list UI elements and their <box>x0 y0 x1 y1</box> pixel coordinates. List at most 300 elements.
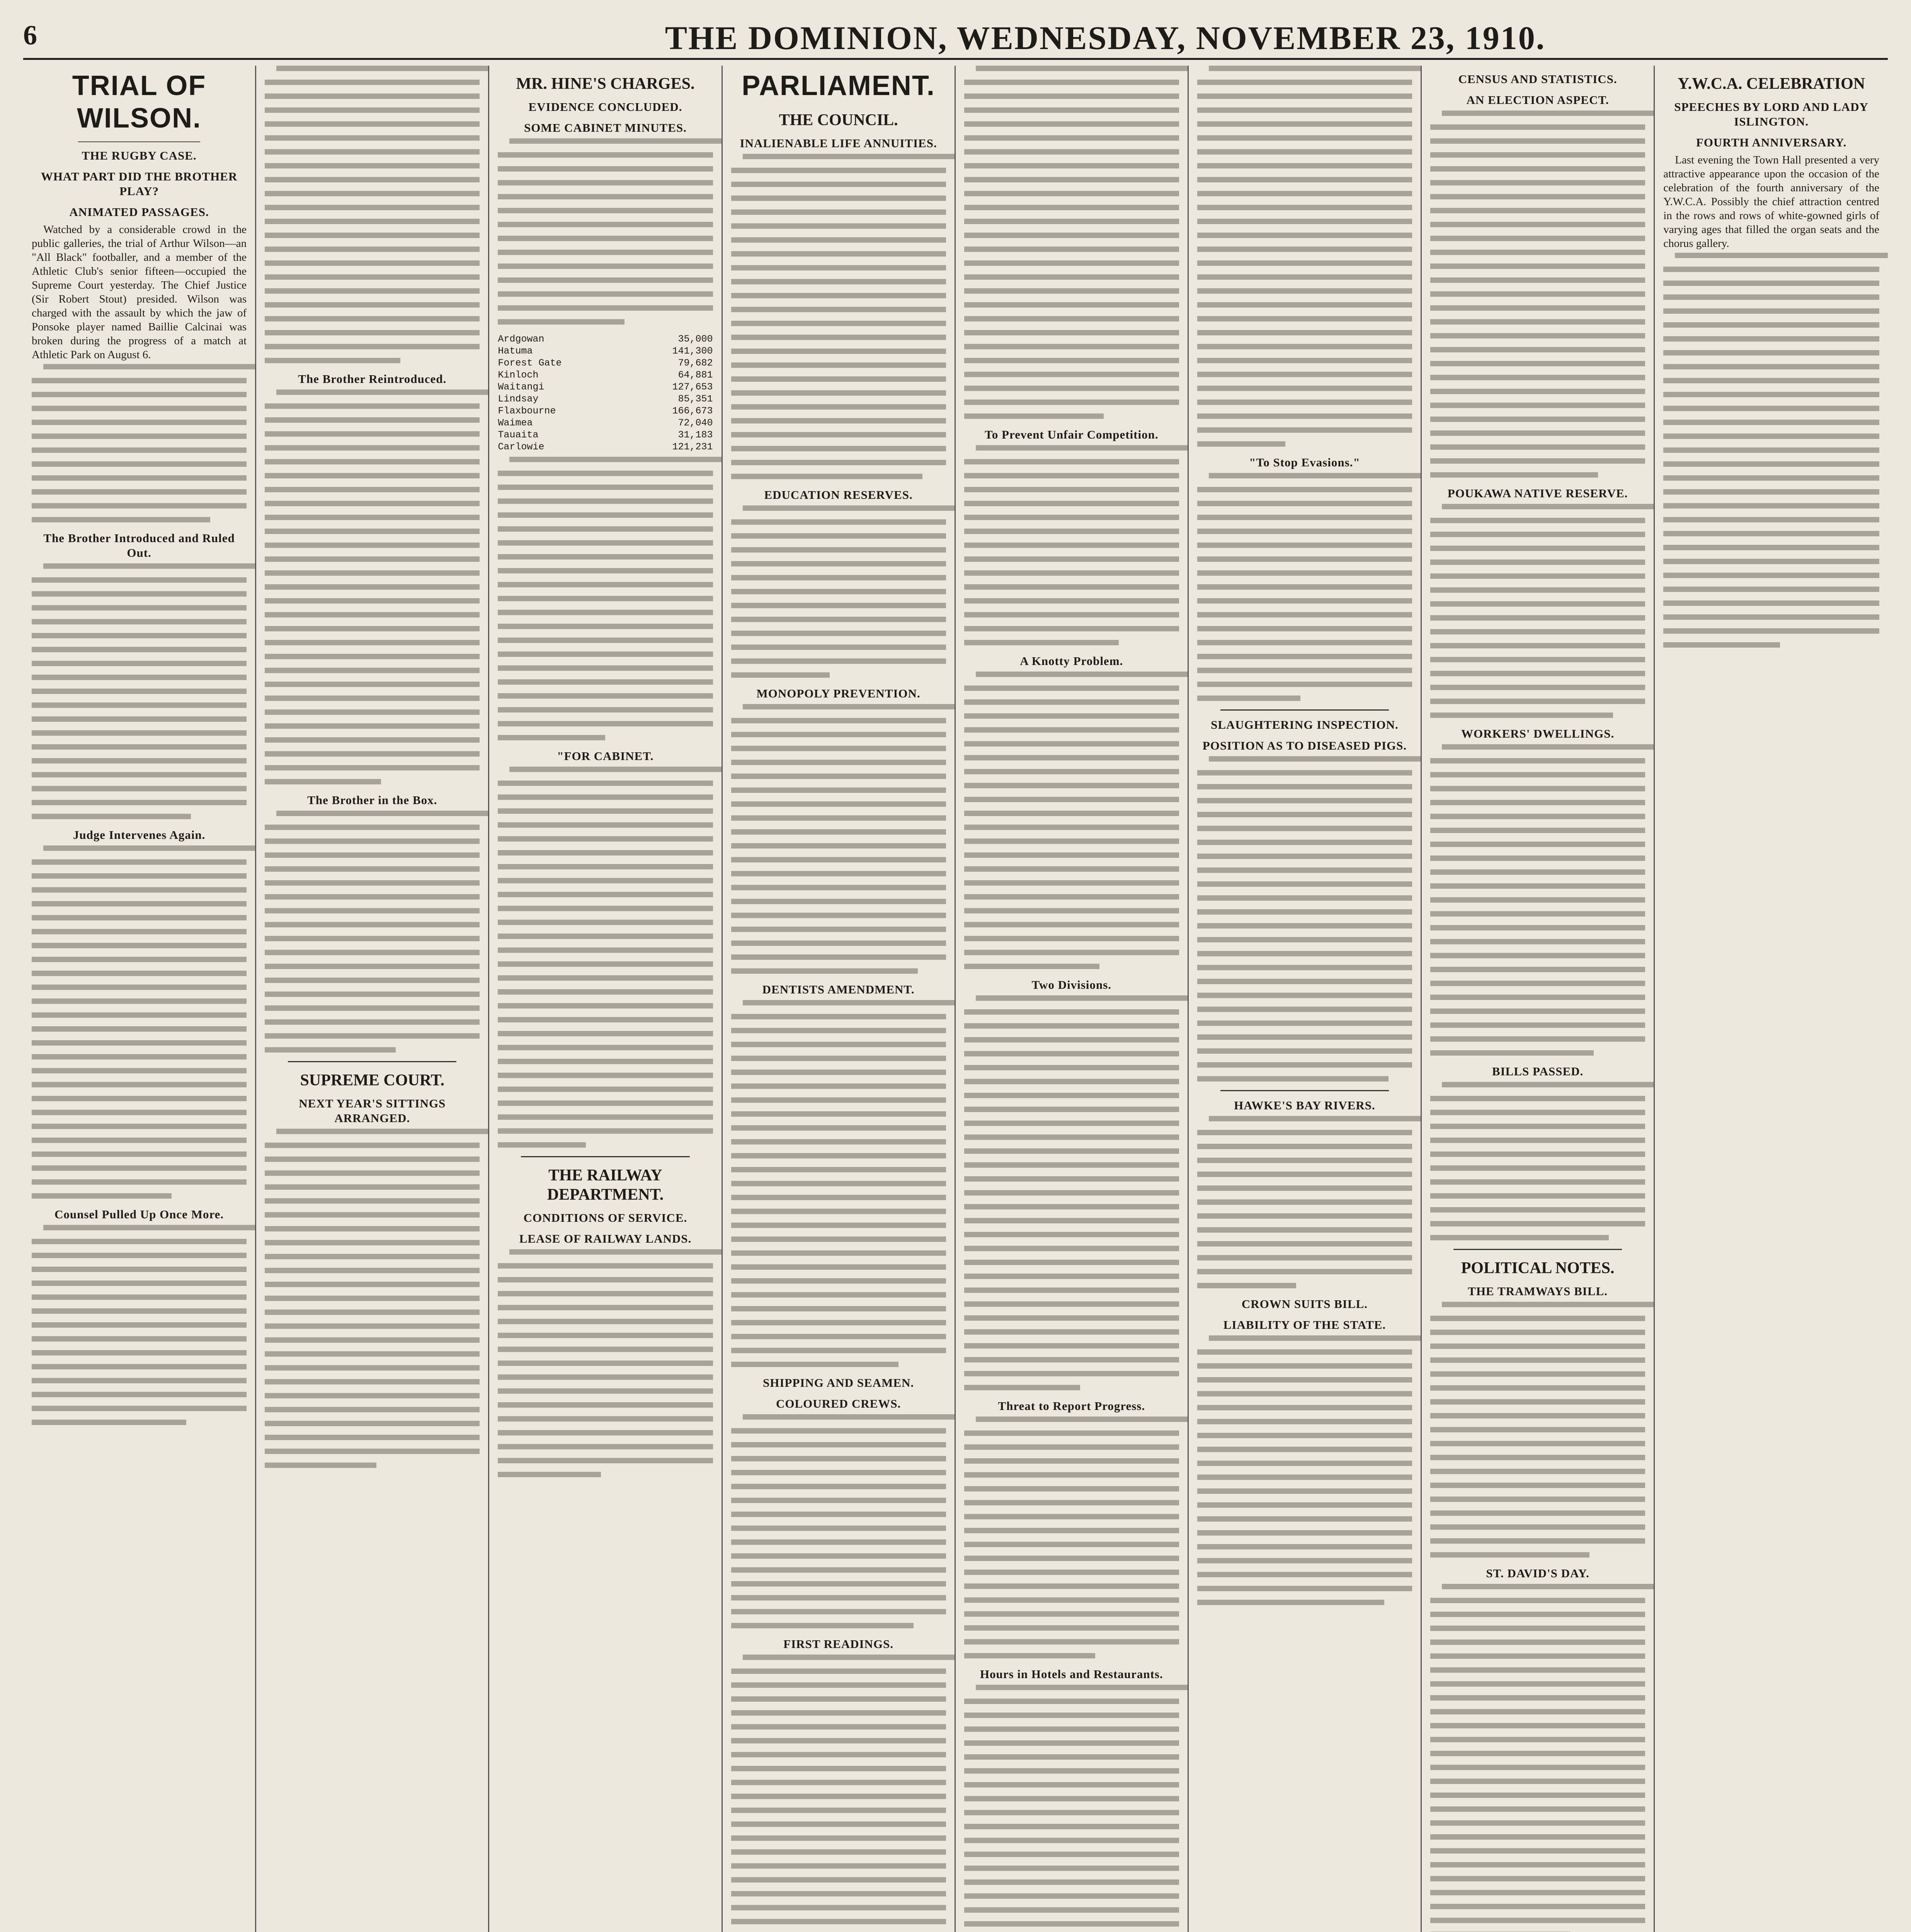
text-line <box>1197 1144 1412 1149</box>
text-line <box>498 1100 713 1106</box>
text-line <box>731 954 946 960</box>
column-3-body-3 <box>498 767 713 1148</box>
stop-evasions: "To Stop Evasions." <box>1249 456 1360 469</box>
text-line <box>1430 472 1598 478</box>
text-line <box>964 219 1179 224</box>
brother-in-box: The Brother in the Box. <box>307 793 437 807</box>
text-line <box>1430 1371 1645 1377</box>
text-line <box>731 1167 946 1172</box>
text-line <box>265 1379 480 1384</box>
text-line <box>964 233 1179 238</box>
text-line <box>731 1153 946 1158</box>
text-line <box>964 866 1179 872</box>
text-line <box>1430 1612 1645 1617</box>
text-line <box>1430 657 1645 662</box>
text-line <box>498 498 713 504</box>
text-line <box>976 1417 1189 1422</box>
text-line <box>964 1699 1179 1704</box>
text-line <box>731 1682 946 1688</box>
text-line <box>964 1500 1179 1505</box>
estate-table <box>498 333 713 453</box>
estate-price: 85,351 <box>678 393 713 405</box>
text-line <box>498 250 713 255</box>
text-line <box>731 1292 946 1298</box>
text-line <box>964 1037 1179 1043</box>
text-line <box>1197 107 1412 113</box>
text-line <box>32 591 247 597</box>
text-line <box>265 1449 480 1454</box>
text-line <box>1197 1391 1412 1396</box>
text-line <box>1197 826 1412 831</box>
text-line <box>498 1347 713 1352</box>
text-line <box>964 1051 1179 1056</box>
text-line <box>1197 1172 1412 1177</box>
text-line <box>1197 584 1412 590</box>
text-line <box>731 1835 946 1841</box>
text-line <box>731 1623 914 1628</box>
text-line <box>1430 1806 1645 1812</box>
text-line <box>32 647 247 652</box>
text-line <box>964 515 1179 520</box>
text-line <box>32 1082 247 1087</box>
text-line <box>1197 1586 1412 1591</box>
text-line <box>1430 1737 1645 1742</box>
text-line <box>731 1111 946 1117</box>
text-line <box>1430 532 1645 537</box>
bills-passed: BILLS PASSED. <box>1492 1065 1584 1078</box>
text-line <box>976 445 1189 451</box>
text-line <box>1197 1572 1412 1577</box>
text-line <box>731 913 946 918</box>
text-line <box>1197 1020 1412 1026</box>
text-line <box>1430 911 1645 917</box>
text-line <box>498 1444 713 1449</box>
ywca-sub-anniversary: FOURTH ANNIVERSARY. <box>1696 136 1847 149</box>
text-line <box>964 769 1179 774</box>
text-line <box>1430 828 1645 833</box>
text-line <box>1663 489 1879 495</box>
text-line <box>32 1193 172 1199</box>
two-divisions: Two Divisions. <box>1031 978 1111 992</box>
text-line <box>498 1017 713 1022</box>
text-line <box>1197 205 1412 210</box>
text-line <box>498 1291 713 1296</box>
text-line <box>265 1421 480 1426</box>
text-line <box>32 1012 247 1018</box>
column-2 <box>256 66 489 1932</box>
text-line <box>1663 322 1879 328</box>
column-1 <box>23 66 256 1932</box>
text-line <box>1442 504 1655 509</box>
column-6 <box>1189 66 1422 1932</box>
text-line <box>1197 1034 1412 1040</box>
estate-price: 31,183 <box>678 429 713 440</box>
text-line <box>964 1023 1179 1029</box>
text-line <box>1197 965 1412 970</box>
text-line <box>498 850 713 855</box>
text-line <box>964 1287 1179 1293</box>
text-line <box>1430 869 1645 875</box>
text-line <box>1430 1918 1645 1923</box>
estate-name: Hatuma <box>498 345 533 357</box>
text-line <box>743 505 956 511</box>
text-line <box>1197 1062 1412 1068</box>
text-line <box>731 1223 946 1228</box>
text-line <box>964 1274 1179 1279</box>
text-line <box>731 1498 946 1503</box>
text-line <box>265 302 480 308</box>
text-line <box>964 1107 1179 1112</box>
text-line <box>1430 138 1645 144</box>
text-line <box>1197 191 1412 196</box>
railway-headline: THE RAILWAY DEPARTMENT. <box>547 1167 664 1204</box>
text-line <box>964 1162 1179 1168</box>
text-line <box>731 801 946 807</box>
text-line <box>731 1042 946 1047</box>
text-line <box>1430 587 1645 593</box>
text-line <box>1197 1158 1412 1163</box>
text-line <box>32 1110 247 1115</box>
column-7-body-3 <box>1430 744 1645 1056</box>
text-line <box>1430 615 1645 621</box>
text-line <box>964 274 1179 280</box>
text-line <box>1430 1497 1645 1502</box>
estate-row <box>498 333 713 345</box>
text-line <box>498 975 713 981</box>
hine-headline: MR. HINE'S CHARGES. <box>516 75 695 93</box>
text-line <box>1430 1022 1645 1028</box>
text-line <box>731 1696 946 1702</box>
text-line <box>498 485 713 490</box>
text-line <box>498 526 713 532</box>
column-2-body-4 <box>265 1129 480 1468</box>
hawkes-bay-rivers: HAWKE'S BAY RIVERS. <box>1234 1099 1375 1112</box>
text-line <box>1197 626 1412 631</box>
text-line <box>1197 1377 1412 1383</box>
text-line <box>1197 770 1412 776</box>
text-line <box>731 658 946 664</box>
text-line <box>1430 1427 1645 1432</box>
workers-dwellings: WORKERS' DWELLINGS. <box>1461 727 1615 740</box>
text-line <box>32 461 247 467</box>
column-2-body-3 <box>265 811 480 1053</box>
text-line <box>1197 612 1412 617</box>
text-line <box>1197 854 1412 859</box>
text-line <box>32 1378 247 1383</box>
text-line <box>498 1416 713 1422</box>
text-line <box>1663 294 1879 300</box>
text-line <box>265 978 480 983</box>
text-line <box>265 1143 480 1148</box>
text-line <box>731 1668 946 1674</box>
text-line <box>1197 1185 1412 1191</box>
liability-state: LIABILITY OF THE STATE. <box>1223 1318 1386 1332</box>
text-line <box>265 191 480 196</box>
text-line <box>265 1310 480 1315</box>
column-8 <box>1655 66 1888 1932</box>
column-1-body-1 <box>32 364 247 522</box>
text-line <box>964 1542 1179 1547</box>
monopoly-prevention: MONOPOLY PREVENTION. <box>756 687 921 700</box>
trial-headline: TRIAL OF WILSON. <box>72 70 206 134</box>
text-line <box>731 265 946 270</box>
text-line <box>1197 867 1412 873</box>
text-line <box>1663 447 1879 453</box>
text-line <box>964 543 1179 548</box>
text-line <box>265 1337 480 1343</box>
text-line <box>964 811 1179 816</box>
text-line <box>265 922 480 927</box>
text-line <box>498 180 713 185</box>
text-line <box>1197 149 1412 155</box>
text-line <box>1430 1723 1645 1728</box>
text-line <box>976 995 1189 1001</box>
text-line <box>1663 587 1879 592</box>
text-line <box>32 675 247 680</box>
text-line <box>1430 1639 1645 1645</box>
text-line <box>964 727 1179 733</box>
text-line <box>265 1351 480 1357</box>
text-line <box>32 661 247 666</box>
text-line <box>498 596 713 601</box>
hine-sub-evidence: EVIDENCE CONCLUDED. <box>528 100 682 114</box>
text-line <box>964 1301 1179 1307</box>
railway-lease: LEASE OF RAILWAY LANDS. <box>519 1232 692 1245</box>
text-line <box>1663 600 1879 606</box>
text-line <box>32 814 191 819</box>
text-line <box>32 800 247 805</box>
text-line <box>265 1170 480 1176</box>
text-line <box>32 1364 247 1369</box>
text-line <box>964 330 1179 335</box>
text-line <box>1197 80 1412 85</box>
political-notes: POLITICAL NOTES. <box>1461 1259 1615 1277</box>
text-line <box>1430 347 1645 352</box>
text-line <box>731 1595 946 1600</box>
text-line <box>498 794 713 800</box>
column-3 <box>489 66 722 1932</box>
text-line <box>498 638 713 643</box>
text-line <box>1430 166 1645 172</box>
text-line <box>964 880 1179 886</box>
estate-name: Carlowie <box>498 441 545 452</box>
text-line <box>1197 979 1412 984</box>
trial-lead: Watched by a considerable crowd in the public galleries, the trial of Arthur Wilson—an "All Black" footballer, and a member of the Athletic Club's senior fifteen—occupied the Supreme Court yesterday. The Chief Justice (Sir Robert Stout) presided. Wilson was charged with the assault by which the jaw of Ponsoke player named Baillie Calcinai was broken during the progress of a match at Athletic Park on August 6. <box>32 223 247 361</box>
text-line <box>1430 713 1613 718</box>
estate-price: 127,653 <box>672 381 713 393</box>
text-line <box>731 182 946 187</box>
text-line <box>32 1179 247 1185</box>
text-line <box>498 781 713 786</box>
text-line <box>1430 1221 1645 1226</box>
text-line <box>1430 1455 1645 1460</box>
text-line <box>32 475 247 481</box>
text-line <box>1430 333 1645 338</box>
text-line <box>1197 1419 1412 1424</box>
text-line <box>498 1045 713 1050</box>
text-line <box>1197 233 1412 238</box>
estate-name: Kinloch <box>498 369 539 381</box>
text-line <box>964 1782 1179 1787</box>
text-line <box>498 864 713 869</box>
column-6-body-1 <box>1197 66 1412 447</box>
text-line <box>1430 1552 1589 1558</box>
text-line <box>498 934 713 939</box>
column-2-body-1 <box>265 66 480 363</box>
text-line <box>32 943 247 948</box>
text-line <box>1197 1048 1412 1054</box>
text-line <box>32 1308 247 1314</box>
text-line <box>498 1263 713 1269</box>
text-line <box>265 992 480 997</box>
text-line <box>1197 598 1412 604</box>
text-line <box>265 543 480 548</box>
column-4-body-4 <box>731 1000 946 1367</box>
text-line <box>964 1514 1179 1519</box>
text-line <box>32 873 247 879</box>
text-line <box>1197 135 1412 141</box>
column-6-body-4 <box>1197 1116 1412 1288</box>
text-line <box>964 640 1119 645</box>
text-line <box>1430 1510 1645 1516</box>
text-line <box>1430 1653 1645 1659</box>
text-line <box>1430 1110 1645 1115</box>
text-line <box>964 1866 1179 1871</box>
ywca-sub-speeches: SPEECHES BY LORD AND LADY ISLINGTON. <box>1674 100 1868 128</box>
estate-name: Lindsay <box>498 393 539 405</box>
text-line <box>1197 1475 1412 1480</box>
text-line <box>32 1253 247 1258</box>
text-line <box>32 1124 247 1129</box>
text-line <box>731 1236 946 1242</box>
text-line <box>1430 758 1645 764</box>
text-line <box>964 413 1104 419</box>
text-line <box>731 376 946 382</box>
text-line <box>964 1824 1179 1829</box>
text-line <box>731 760 946 765</box>
text-line <box>731 1362 899 1367</box>
text-line <box>265 1435 480 1440</box>
text-line <box>731 196 946 201</box>
text-line <box>964 1921 1179 1927</box>
text-line <box>32 378 247 383</box>
text-line <box>731 1609 946 1614</box>
estate-row <box>498 405 713 417</box>
text-line <box>265 936 480 941</box>
estate-name: Flaxbourne <box>498 405 556 417</box>
text-line <box>1197 1241 1412 1247</box>
text-line <box>1430 897 1645 903</box>
text-line <box>731 1097 946 1103</box>
text-line <box>1430 1598 1645 1603</box>
text-line <box>731 1209 946 1214</box>
text-line <box>1663 308 1879 314</box>
text-line <box>731 575 946 580</box>
slaughtering-inspection: SLAUGHTERING INSPECTION. <box>1211 718 1399 731</box>
text-line <box>1663 517 1879 522</box>
text-line <box>265 779 381 784</box>
paper-title: THE DOMINION, WEDNESDAY, NOVEMBER 23, 1910. <box>665 19 1546 56</box>
text-line <box>731 631 946 636</box>
text-line <box>1197 1405 1412 1410</box>
text-line <box>32 605 247 611</box>
estate-row <box>498 417 713 429</box>
column-8-body-1 <box>1663 253 1879 648</box>
text-line <box>1430 518 1645 523</box>
estate-row <box>498 357 713 369</box>
text-line <box>1430 601 1645 607</box>
text-line <box>1663 350 1879 355</box>
text-line <box>731 1863 946 1869</box>
text-line <box>265 121 480 127</box>
text-line <box>265 1407 480 1412</box>
text-line <box>964 149 1179 155</box>
text-line <box>964 177 1179 182</box>
text-line <box>731 1320 946 1325</box>
text-line <box>1197 1447 1412 1452</box>
column-4-body-1 <box>731 154 946 479</box>
text-line <box>1430 939 1645 944</box>
text-line <box>731 209 946 215</box>
text-line <box>1430 1667 1645 1673</box>
text-line <box>731 829 946 835</box>
estate-price: 79,682 <box>678 357 713 369</box>
text-line <box>32 971 247 976</box>
text-line <box>1197 358 1412 363</box>
column-7-body-5 <box>1430 1302 1645 1558</box>
newspaper-columns <box>23 66 1888 1932</box>
text-line <box>1663 475 1879 481</box>
text-line <box>1430 883 1645 889</box>
text-line <box>731 321 946 326</box>
column-3-body-1 <box>498 138 713 325</box>
text-line <box>1430 1385 1645 1391</box>
text-line <box>731 1428 946 1434</box>
text-line <box>731 1470 946 1475</box>
text-line <box>32 1406 247 1411</box>
text-line <box>964 121 1179 127</box>
railway-conditions: CONDITIONS OF SERVICE. <box>523 1211 687 1225</box>
text-line <box>964 1907 1179 1913</box>
trial-brother-ruled-out: The Brother Introduced and Ruled Out. <box>43 531 235 560</box>
text-line <box>498 1277 713 1282</box>
text-line <box>964 1343 1179 1349</box>
text-line <box>498 1333 713 1338</box>
text-line <box>964 612 1179 617</box>
estate-row <box>498 393 713 405</box>
text-line <box>1430 967 1645 972</box>
text-line <box>964 570 1179 576</box>
estate-name: Forest Gate <box>498 357 562 369</box>
text-line <box>32 489 247 495</box>
text-line <box>1430 995 1645 1000</box>
text-line <box>1663 642 1780 648</box>
text-line <box>731 1250 946 1256</box>
text-line <box>731 335 946 340</box>
text-line <box>964 1232 1179 1237</box>
council-heading: THE COUNCIL. <box>779 111 898 129</box>
text-line <box>1197 909 1412 915</box>
text-line <box>32 786 247 791</box>
text-line <box>1675 253 1888 258</box>
column-7-body-1 <box>1430 111 1645 478</box>
text-line <box>1430 222 1645 227</box>
text-line <box>964 1430 1179 1436</box>
text-line <box>1197 993 1412 998</box>
text-line <box>964 344 1179 349</box>
text-line <box>1197 1349 1412 1355</box>
text-line <box>731 787 946 793</box>
